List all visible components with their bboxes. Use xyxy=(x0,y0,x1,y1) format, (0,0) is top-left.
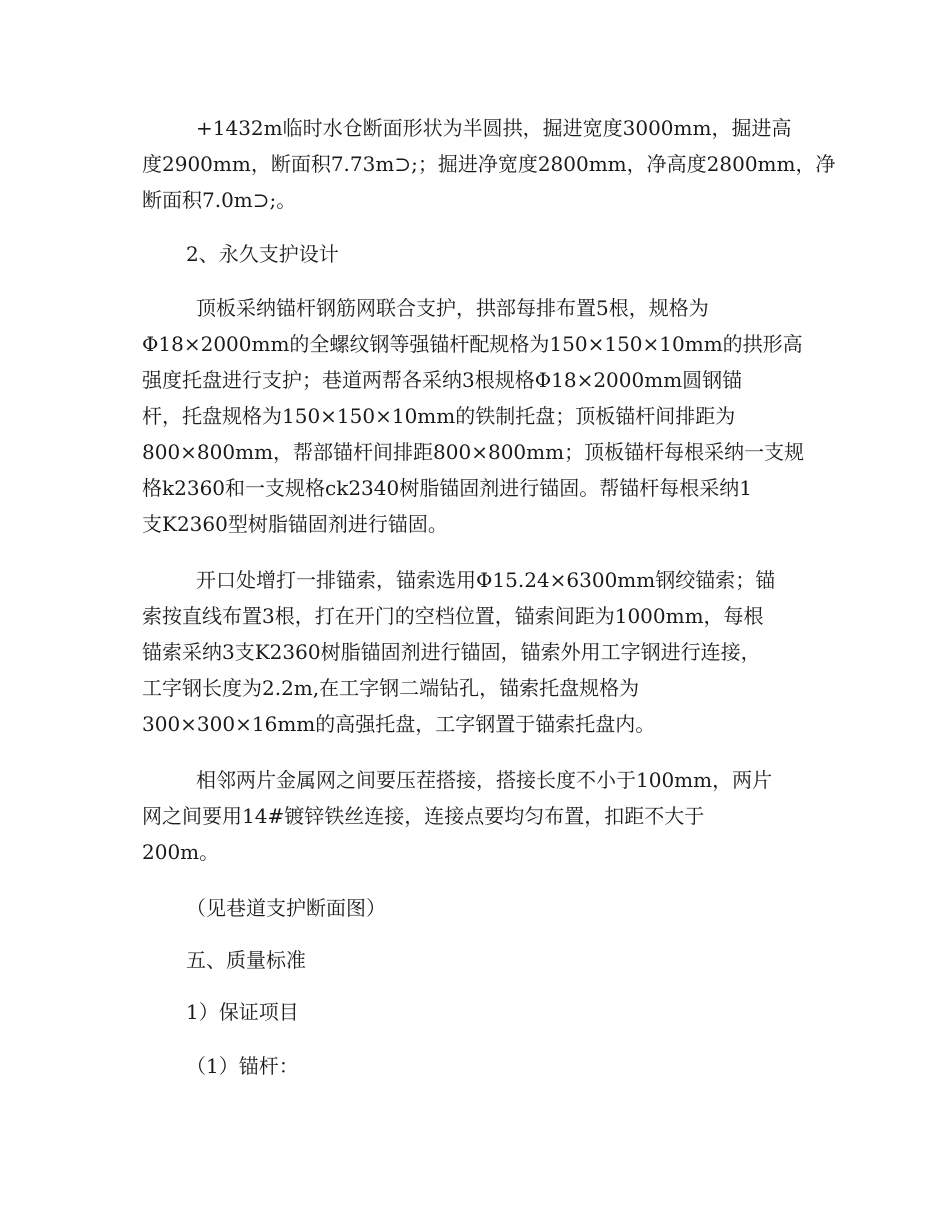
paragraph-mesh-line-1: 相邻两片金属网之间要压茬搭接，搭接长度不小于100mm，两片 xyxy=(196,768,773,792)
section-heading-quality-standard: 五、质量标准 xyxy=(186,948,306,972)
paragraph-cable-line-3: 锚索采纳3支K2360树脂锚固剂进行锚固，锚索外用工字钢进行连接， xyxy=(142,640,761,664)
paragraph-roof-line-6: 格k2360和一支规格ck2340树脂锚固剂进行锚固。帮锚杆每根采纳1 xyxy=(142,476,752,500)
paragraph-mesh-line-3: 200m。 xyxy=(142,840,220,864)
subsection-heading-guarantee-items: 1）保证项目 xyxy=(186,1000,299,1024)
figure-reference: （见巷道支护断面图） xyxy=(186,896,386,920)
paragraph-roof-line-3: 强度托盘进行支护；巷道两帮各采纳3根规格Φ18×2000mm圆钢锚 xyxy=(142,368,743,392)
paragraph-roof-line-5: 800×800mm，帮部锚杆间排距800×800mm；顶板锚杆每根采纳一支规 xyxy=(142,440,805,464)
paragraph-mesh-line-2: 网之间要用14#镀锌铁丝连接，连接点要均匀布置，扣距不大于 xyxy=(142,804,705,828)
paragraph-cable-line-5: 300×300×16mm的高强托盘，工字钢置于锚索托盘内。 xyxy=(142,712,656,736)
paragraph-cable-line-2: 索按直线布置3根，打在开门的空档位置，锚索间距为1000mm，每根 xyxy=(142,604,764,628)
paragraph-roof-line-7: 支K2360型树脂锚固剂进行锚固。 xyxy=(142,512,448,536)
item-heading-anchor-bolt: （1）锚杆： xyxy=(186,1054,299,1078)
paragraph-cable-line-4: 工字钢长度为2.2m,在工字钢二端钻孔，锚索托盘规格为 xyxy=(142,676,640,700)
section-heading-permanent-support: 2、永久支护设计 xyxy=(186,242,339,266)
paragraph-1-line-3: 断面积7.0m⊃;。 xyxy=(142,188,297,212)
paragraph-roof-line-2: Φ18×2000mm的全螺纹钢等强锚杆配规格为150×150×10mm的拱形高 xyxy=(142,332,803,356)
paragraph-roof-line-1: 顶板采纳锚杆钢筋网联合支护，拱部每排布置5根，规格为 xyxy=(196,296,709,320)
paragraph-cable-line-1: 开口处增打一排锚索，锚索选用Φ15.24×6300mm钢绞锚索；锚 xyxy=(196,568,776,592)
paragraph-1-line-1: +1432m临时水仓断面形状为半圆拱，掘进宽度3000mm，掘进高 xyxy=(196,116,792,140)
paragraph-1-line-2: 度2900mm，断面积7.73m⊃;；掘进净宽度2800mm，净高度2800mm，净 xyxy=(142,152,836,176)
paragraph-roof-line-4: 杆，托盘规格为150×150×10mm的铁制托盘；顶板锚杆间排距为 xyxy=(142,404,736,428)
